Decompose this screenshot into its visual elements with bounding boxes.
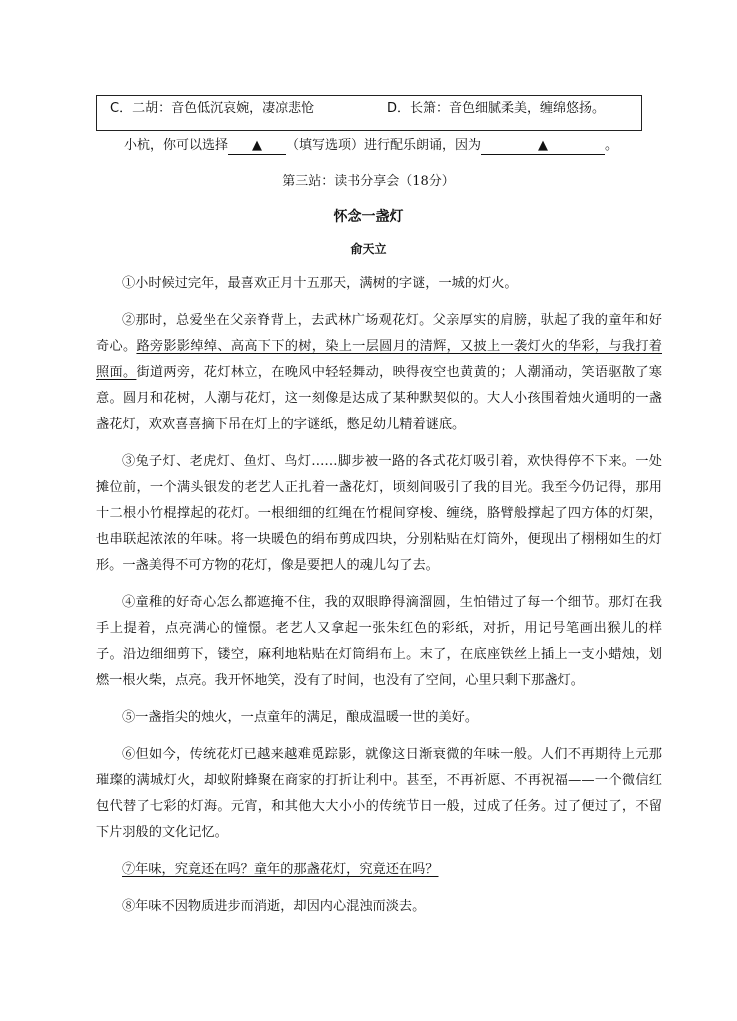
paragraph-4: ④童稚的好奇心怎么都遮掩不住，我的双眼睁得滴溜圆，生怕错过了每一个细节。那灯在我手上提着，点亮满心的憧憬。老艺人又拿起一张朱红色的彩纸，对折，用记号笔画出猴儿的样子。沿边细细剪下，镂空，麻利地粘贴在灯筒绢布上。末了，在底座铁丝上插上一支小蜡烛，划燃一根火柴，点亮。我开怀地笑，没有了时间，也没有了空间，心里只剩下那盏灯。 (96, 595, 662, 688)
article-title: 怀念一盏灯 (333, 209, 404, 225)
paragraph-1: ①小时候过完年，最喜欢正月十五那天，满树的字谜，一城的灯火。 (122, 276, 518, 291)
paragraph-2-end: 街道两旁，花灯林立，在晚风中轻轻舞动，映得夜空也黄黄的；人潮涌动，笑语驱散了寒意。圆月和花树，人潮与花灯，这一刻像是达成了某种默契似的。大人小孩围着烛火通明的一盏盏花灯，欢欢喜喜摘下吊在灯上的字谜纸，憋足幼儿精着谜底。 (96, 365, 662, 432)
article-author: 俞天立 (350, 242, 387, 256)
paragraph-8: ⑧年味不因物质进步而消逝，却因内心混浊而淡去。 (122, 899, 426, 914)
answer-blank-reason[interactable] (481, 138, 605, 155)
paragraph-2 (96, 308, 662, 438)
question-line (124, 136, 618, 156)
underlined-sentence: 路旁影影绰绰、高高下下的树，染上一层圆月的清辉，又披上一袭灯火的华彩，与我打着照面。 (96, 339, 662, 380)
paragraph-6: ⑥但如今，传统花灯已越来越难觅踪影，就像这日渐衰微的年味一般。人们不再期待上元那璀璨的满城灯火，却蚁附蜂聚在商家的打折让利中。甚至，不再祈愿、不再祝福——一个微信红包代替了七彩的灯海。元宵，和其他大大小小的传统节日一般，过成了任务。过了便过了，不留下片羽般的文化记忆。 (96, 747, 662, 840)
stage-title: 第三站：读书分享会（18分） (282, 174, 455, 189)
option-c: C．二胡：音色低沉哀婉，凄凉悲怆 (110, 101, 315, 116)
paragraph-7-underlined: ⑦年味，究竟还在吗？童年的那盏花灯，究竟还在吗？ (122, 862, 439, 877)
answer-blank-option[interactable] (228, 138, 286, 155)
question-part2: （填写选项）进行配乐朗诵，因为 (286, 138, 482, 153)
article-body (96, 271, 662, 931)
question-end: 。 (605, 138, 619, 153)
paragraph-7 (96, 857, 662, 883)
options-box (96, 95, 642, 131)
paragraph-3: ③兔子灯、老虎灯、鱼灯、鸟灯……脚步被一路的各式花灯吸引着，欢快得停不下来。一处摊位前，一个满头银发的老艺人正扎着一盏花灯，顷刻间吸引了我的目光。我至今仍记得，那用十二根小竹棍撑起的花灯。一根细细的红绳在竹棍间穿梭、缠绕，胳臂般撑起了四方体的灯架，也串联起浓浓的年味。将一块暖色的绢布剪成四块，分别粘贴在灯筒外，便现出了栩栩如生的灯形。一盏美得不可方物的花灯，像是要把人的魂儿勾了去。 (96, 454, 662, 573)
paragraph-2-start: ②那时，总爱坐在父亲脊背上，去武林广场观花灯。父亲厚实的肩膀，驮起了我的童年和好奇心。 (96, 313, 662, 354)
blank-mark-1: ▲ (252, 138, 263, 153)
option-d: D．长箫：音色细腻柔美，缠绵悠扬。 (387, 101, 606, 116)
question-part1: 小杭，你可以选择 (124, 138, 229, 153)
blank-mark-2: ▲ (538, 138, 549, 153)
paragraph-5: ⑤一盏指尖的烛火，一点童年的满足，酿成温暖一世的美好。 (122, 710, 479, 725)
